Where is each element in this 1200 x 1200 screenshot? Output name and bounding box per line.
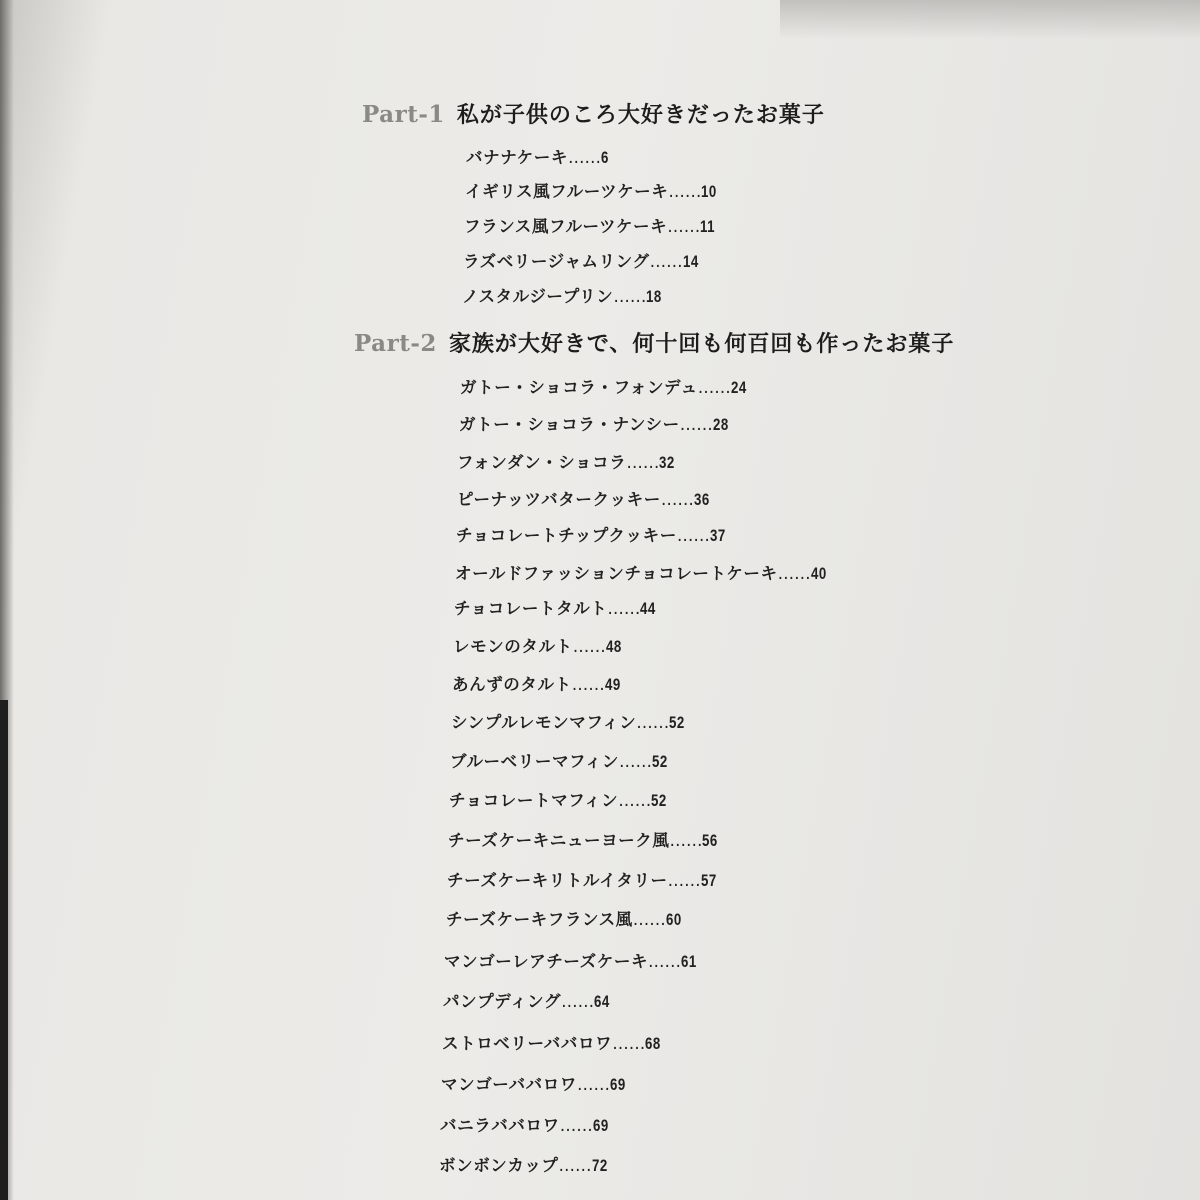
entry-title: ガトー・ショコラ・フォンデュ bbox=[460, 378, 698, 397]
toc-entry bbox=[454, 595, 661, 619]
entry-leader: …… bbox=[607, 599, 641, 618]
entry-leader: …… bbox=[668, 182, 702, 201]
entry-leader: …… bbox=[561, 992, 595, 1011]
entry-page: 36 bbox=[693, 490, 710, 509]
entry-leader: …… bbox=[697, 378, 731, 397]
entry-leader: …… bbox=[613, 287, 647, 306]
toc-entry bbox=[459, 411, 733, 435]
toc-entry bbox=[466, 144, 611, 168]
entry-page: 52 bbox=[652, 752, 668, 771]
entry-page: 69 bbox=[592, 1116, 609, 1135]
toc-entry bbox=[463, 248, 703, 272]
entry-leader: …… bbox=[619, 752, 653, 771]
entry-title: バナナケーキ bbox=[466, 148, 568, 167]
entry-leader: …… bbox=[626, 453, 660, 472]
toc-entry bbox=[464, 213, 719, 237]
entry-leader: …… bbox=[648, 952, 682, 971]
toc-entry bbox=[450, 748, 672, 772]
entry-leader: …… bbox=[618, 791, 652, 810]
toc-entry bbox=[442, 1030, 665, 1054]
entry-page: 52 bbox=[651, 791, 667, 810]
entry-leader: …… bbox=[567, 148, 601, 167]
toc-entry bbox=[446, 906, 686, 930]
toc-entry bbox=[455, 560, 831, 584]
entry-page: 61 bbox=[681, 952, 697, 971]
entry-page: 32 bbox=[659, 453, 676, 472]
entry-page: 68 bbox=[645, 1034, 661, 1053]
entry-title: ピーナッツバタークッキー bbox=[457, 490, 661, 509]
entry-title: ボンボンカップ bbox=[439, 1156, 559, 1175]
entry-title: チーズケーキニューヨーク風 bbox=[448, 831, 670, 850]
entry-page: 72 bbox=[591, 1156, 608, 1175]
entry-title: フォンダン・ショコラ bbox=[457, 453, 627, 472]
entry-title: パンプディング bbox=[443, 992, 562, 1011]
entry-leader: …… bbox=[572, 637, 606, 656]
entry-title: ガトー・ショコラ・ナンシー bbox=[459, 415, 680, 434]
toc-entry bbox=[440, 1112, 613, 1136]
entry-leader: …… bbox=[660, 490, 694, 509]
entry-title: ノスタルジープリン bbox=[462, 287, 614, 306]
entry-leader: …… bbox=[571, 675, 605, 694]
entry-leader: …… bbox=[667, 217, 701, 236]
part-title: 家族が大好きで、何十回も何百回も作ったお菓子 bbox=[448, 332, 955, 357]
toc-entry bbox=[460, 374, 751, 398]
toc-entry bbox=[462, 283, 666, 307]
toc-entry bbox=[452, 671, 625, 695]
entry-title: レモンのタルト bbox=[453, 637, 573, 656]
toc-entry bbox=[456, 522, 730, 546]
toc-entry bbox=[457, 486, 714, 510]
entry-page: 28 bbox=[712, 415, 729, 434]
entry-title: チーズケーキリトルイタリー bbox=[447, 871, 668, 890]
entry-page: 18 bbox=[646, 287, 663, 306]
toc-entry bbox=[439, 1152, 612, 1176]
entry-title: フランス風フルーツケーキ bbox=[464, 217, 668, 236]
entry-page: 60 bbox=[665, 910, 682, 929]
entry-page: 6 bbox=[600, 148, 609, 167]
part-title: 私が子供のころ大好きだったお菓子 bbox=[456, 103, 825, 128]
entry-page: 52 bbox=[669, 713, 685, 732]
entry-leader: …… bbox=[649, 252, 683, 271]
entry-leader: …… bbox=[777, 564, 811, 583]
part-label: Part-1 bbox=[362, 101, 445, 128]
entry-title: チーズケーキフランス風 bbox=[446, 910, 633, 929]
toc-entry bbox=[453, 633, 626, 657]
entry-leader: …… bbox=[676, 526, 710, 545]
entry-title: チョコレートタルト bbox=[454, 599, 608, 618]
corner-shadow bbox=[780, 0, 1200, 40]
entry-page: 14 bbox=[682, 252, 699, 271]
entry-title: シンプルレモンマフィン bbox=[451, 713, 637, 732]
entry-title: ラズベリージャムリング bbox=[463, 252, 650, 271]
toc-entry bbox=[465, 178, 722, 202]
toc-entry bbox=[449, 787, 671, 811]
toc-entry bbox=[447, 867, 721, 891]
entry-title: ストロベリーババロワ bbox=[442, 1034, 613, 1053]
entry-leader: …… bbox=[636, 713, 670, 732]
entry-page: 64 bbox=[594, 992, 610, 1011]
entry-title: マンゴーババロワ bbox=[441, 1075, 577, 1094]
entry-title: チョコレートマフィン bbox=[449, 791, 619, 810]
entry-title: ブルーベリーマフィン bbox=[450, 752, 620, 771]
entry-page: 37 bbox=[709, 526, 726, 545]
entry-page: 11 bbox=[700, 217, 716, 236]
entry-leader: …… bbox=[558, 1156, 592, 1175]
toc-entry bbox=[451, 709, 689, 733]
entry-leader: …… bbox=[612, 1034, 646, 1053]
entry-page: 44 bbox=[640, 599, 657, 618]
part-1-heading bbox=[362, 98, 825, 129]
entry-page: 24 bbox=[730, 378, 747, 397]
part-2-heading bbox=[354, 327, 954, 358]
entry-page: 56 bbox=[702, 831, 719, 850]
entry-leader: …… bbox=[669, 831, 703, 850]
entry-title: チョコレートチップクッキー bbox=[456, 526, 677, 545]
page-edge-shadow bbox=[0, 700, 8, 1200]
entry-leader: …… bbox=[559, 1116, 593, 1135]
entry-leader: …… bbox=[632, 910, 666, 929]
toc-entry bbox=[443, 988, 614, 1012]
toc-entry bbox=[457, 449, 679, 473]
entry-page: 69 bbox=[609, 1075, 626, 1094]
entry-page: 49 bbox=[604, 675, 621, 694]
entry-title: あんずのタルト bbox=[452, 675, 572, 694]
entry-title: オールドファッションチョコレートケーキ bbox=[455, 564, 778, 583]
entry-title: バニラババロワ bbox=[440, 1116, 560, 1135]
toc-entry bbox=[441, 1071, 630, 1095]
entry-page: 10 bbox=[701, 182, 718, 201]
entry-title: マンゴーレアチーズケーキ bbox=[444, 952, 649, 971]
entry-leader: …… bbox=[667, 871, 701, 890]
toc-entry bbox=[444, 948, 701, 972]
entry-page: 48 bbox=[605, 637, 622, 656]
toc-entry bbox=[448, 827, 723, 851]
part-label: Part-2 bbox=[354, 330, 437, 357]
entry-page: 57 bbox=[700, 871, 717, 890]
entry-page: 40 bbox=[810, 564, 827, 583]
entry-leader: …… bbox=[679, 415, 713, 434]
entry-title: イギリス風フルーツケーキ bbox=[465, 182, 669, 201]
entry-leader: …… bbox=[576, 1075, 610, 1094]
